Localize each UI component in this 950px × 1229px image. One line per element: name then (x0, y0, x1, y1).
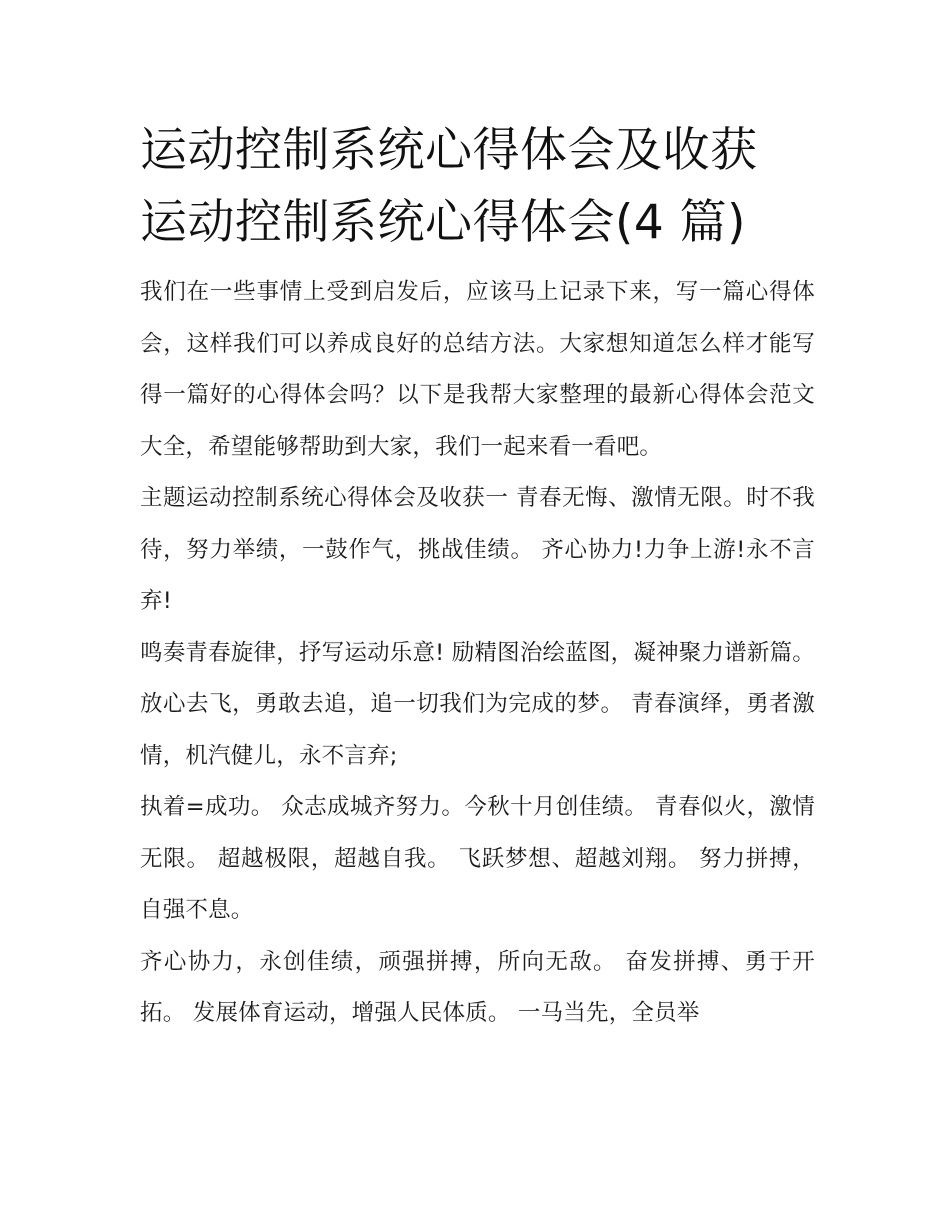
paragraph-unity: 齐心协力，永创佳绩，顽强拼搏，所向无敌。 奋发拼搏、勇于开拓。 发展体育运动，增强人民体质。 一马当先，全员举 (140, 948, 815, 1026)
document-title (140, 115, 815, 259)
paragraph-youth-melody: 鸣奏青春旋律，抒写运动乐意! 励精图治绘蓝图，凝神聚力谱新篇。 放心去飞，勇敢去追，追一切我们为完成的梦。 青春演绎，勇者激情，机汽健儿，永不言弃; (140, 639, 815, 769)
paragraph-theme: 主题运动控制系统心得体会及收获一 青春无悔、激情无限。时不我待，努力举绩，一鼓作气，挑战佳绩。 齐心协力!力争上游!永不言弃! (140, 485, 815, 614)
paragraph-persistence: 执着=成功。 众志成城齐努力。今秋十月创佳绩。 青春似火，激情无限。 超越极限，超越自我。 飞跃梦想、超越刘翔。 努力拼搏，自强不息。 (140, 794, 815, 923)
document-body (140, 115, 815, 1040)
paragraph-intro: 我们在一些事情上受到启发后，应该马上记录下来，写一篇心得体会，这样我们可以养成良好的总结方法。大家想知道怎么样才能写得一篇好的心得体会吗？以下是我帮大家整理的最新心得体会范文大全，希望能够帮助到大家，我们一起来看一看吧。 (140, 279, 815, 460)
title-line-1: 运动控制系统心得体会及收获 (140, 123, 758, 178)
title-line-2: 运动控制系统心得体会(4 篇) (140, 195, 747, 250)
